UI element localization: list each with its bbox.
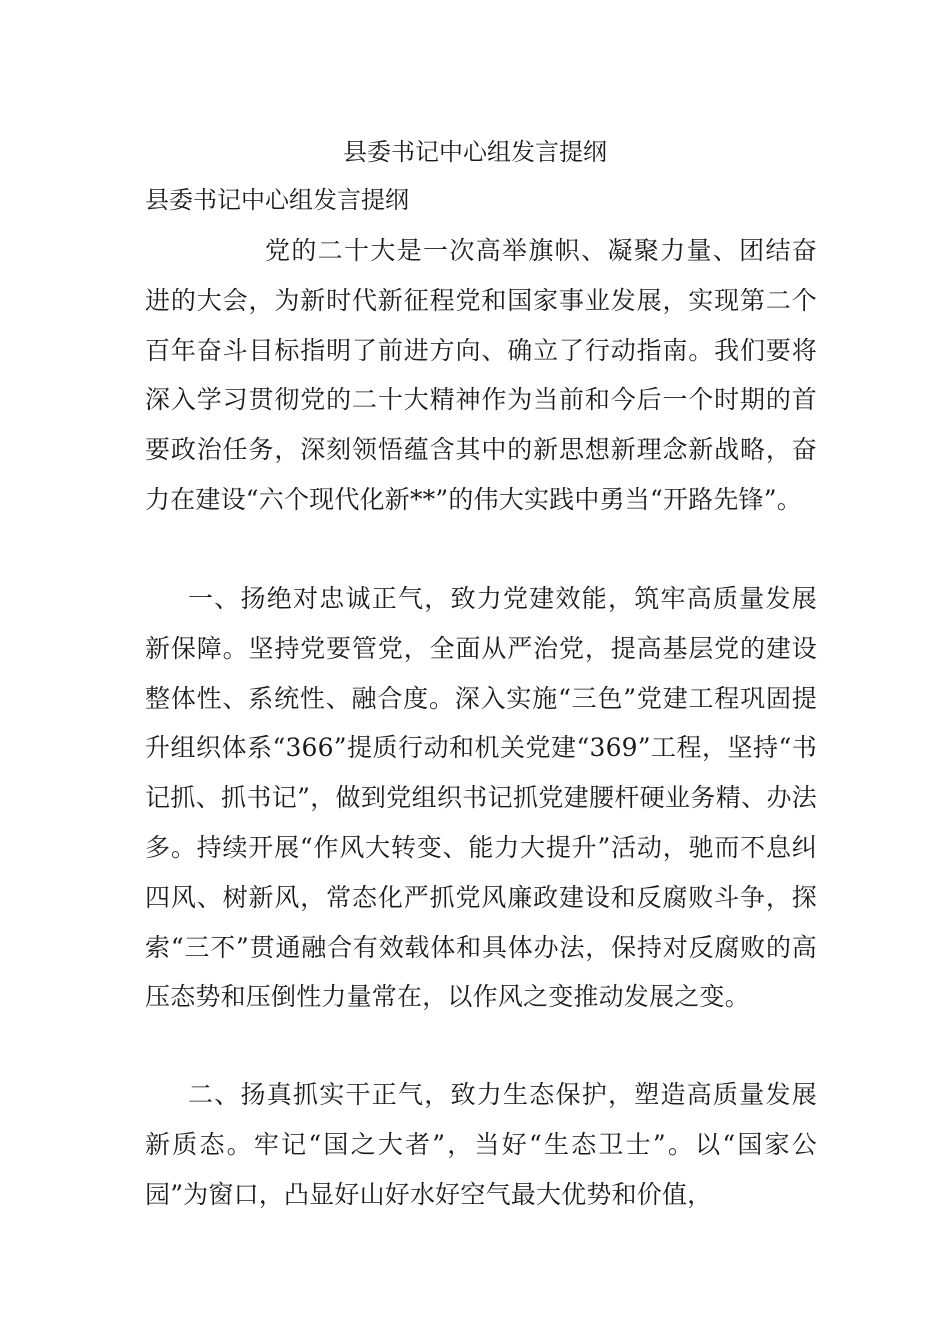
- document-subtitle: 县委书记中心组发言提纲: [145, 186, 409, 214]
- paragraph-section-one: 一、扬绝对忠诚正气，致力党建效能，筑牢高质量发展新保障。坚持党要管党，全面从严治党，提高基层党的建设整体性、系统性、融合度。深入实施“三色”党建工程巩固提升组织体系“366”提质行动和机关党建“369”工程，坚持“书记抓、抓书记”，做到党组织书记抓党建腰杆硬业务精、办法多。持续开展“作风大转变、能力大提升”活动，驰而不息纠四风、树新风，常态化严抓党风廉政建设和反腐败斗争，探索“三不”贯通融合有效载体和具体办法，保持对反腐败的高压态势和压倒性力量常在，以作风之变推动发展之变。: [145, 584, 817, 1012]
- document-title: 县委书记中心组发言提纲: [343, 138, 607, 166]
- paragraph-section-two: 二、扬真抓实干正气，致力生态保护，塑造高质量发展新质态。牢记“国之大者”，当好“生态卫士”。以“国家公园”为窗口，凸显好山好水好空气最大优势和价值，: [145, 1080, 817, 1209]
- paragraph-intro: 党的二十大是一次高举旗帜、凝聚力量、团结奋进的大会，为新时代新征程党和国家事业发展，实现第二个百年奋斗目标指明了前进方向、确立了行动指南。我们要将深入学习贯彻党的二十大精神作为当前和今后一个时期的首要政治任务，深刻领悟蕴含其中的新思想新理念新战略，奋力在建设“六个现代化新**”的伟大实践中勇当“开路先锋”。: [145, 236, 817, 514]
